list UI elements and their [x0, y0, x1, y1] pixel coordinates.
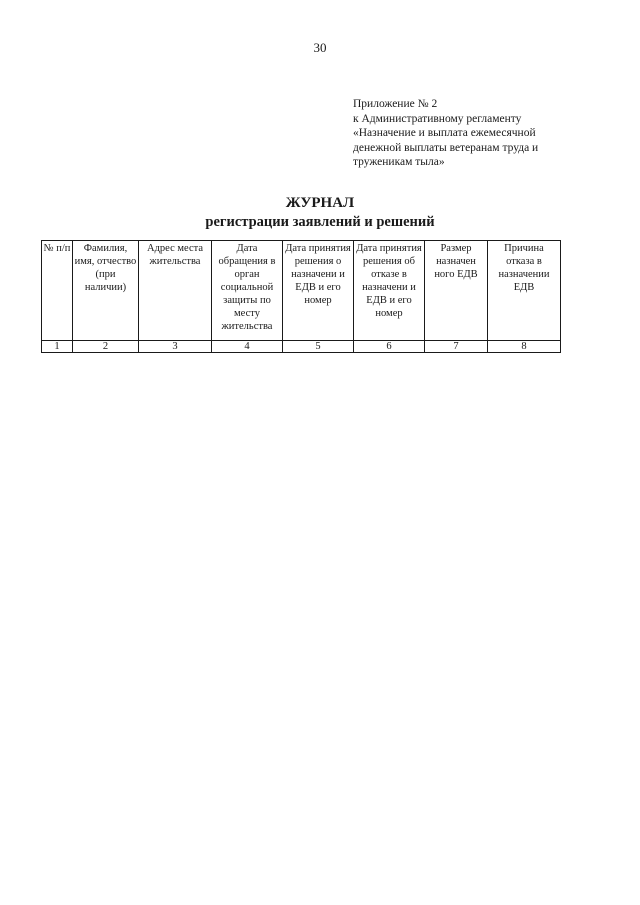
- appendix-line: денежной выплаты ветеранам труда и: [353, 141, 539, 154]
- header-cell-full-name: Фамилия, имя, отчество (при наличии): [73, 241, 139, 341]
- column-number-cell: 7: [425, 341, 488, 353]
- column-number-cell: 2: [73, 341, 139, 353]
- header-cell-number: № п/п: [42, 241, 73, 341]
- journal-table: [41, 240, 561, 353]
- header-cell-refusal-reason: Причина отказа в назначении ЕДВ: [488, 241, 561, 341]
- title-subtitle: регистрации заявлений и решений: [205, 214, 435, 230]
- appendix-caption: [353, 97, 593, 170]
- column-number-cell: 5: [283, 341, 354, 353]
- column-number-cell: 1: [42, 341, 73, 353]
- column-number-row: [42, 341, 561, 353]
- header-cell-address: Адрес места жительства: [139, 241, 212, 341]
- header-row: [42, 241, 561, 341]
- header-cell-approval-decision: Дата принятия решения о назначени и ЕДВ и его номер: [283, 241, 354, 341]
- appendix-line: труженикам тыла»: [353, 156, 445, 168]
- header-cell-amount: Размер назначен ного ЕДВ: [425, 241, 488, 341]
- column-number-cell: 3: [139, 341, 212, 353]
- column-number-cell: 4: [212, 341, 283, 353]
- document-title: [0, 194, 640, 231]
- appendix-line: к Административному регламенту: [353, 112, 522, 125]
- column-number-cell: 6: [354, 341, 425, 353]
- page-number: 30: [313, 40, 327, 55]
- header-cell-application-date: Дата обращения в орган социальной защиты по месту жительства: [212, 241, 283, 341]
- header-cell-refusal-decision: Дата принятия решения об отказе в назначени и ЕДВ и его номер: [354, 241, 425, 341]
- appendix-line: Приложение № 2: [353, 98, 438, 110]
- title-journal: ЖУРНАЛ: [285, 195, 355, 211]
- column-number-cell: 8: [488, 341, 561, 353]
- appendix-line: «Назначение и выплата ежемесячной: [353, 127, 536, 139]
